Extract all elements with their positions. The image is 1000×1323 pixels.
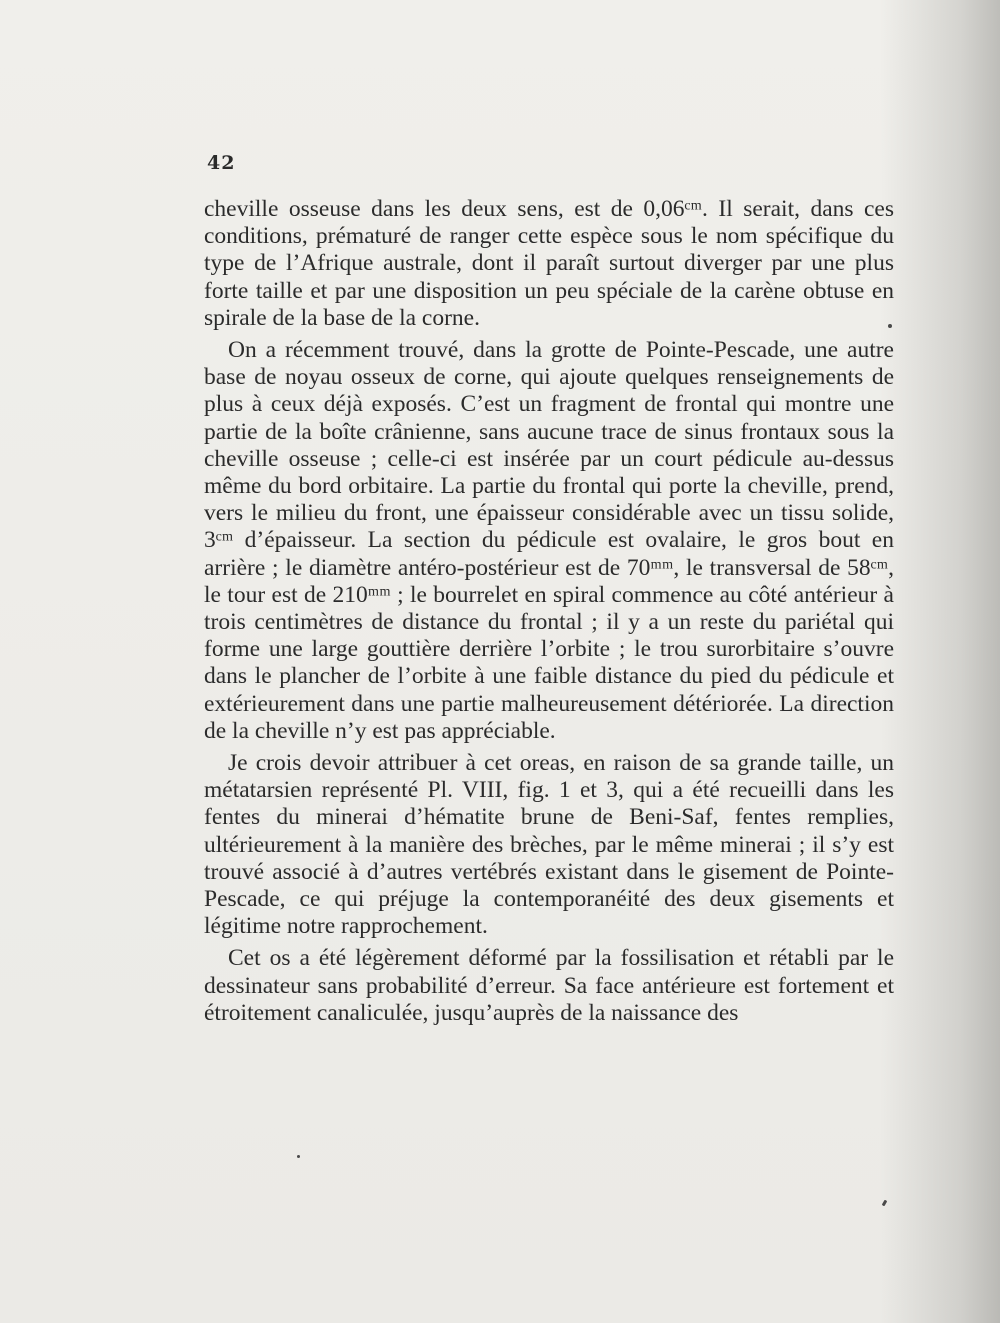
paragraph-1: cheville osseuse dans les deux sens, est de 0,06ᶜᵐ. Il serait, dans ces conditions, prématuré de ranger cette espèce sous le nom spécifique du type de l’Afrique australe, dont il paraît surtout diverger par une plus forte taille et par une disposition un peu spéciale de la carène obtuse en spirale de la base de la corne. [204,196,894,331]
paragraph-4: Cet os a été légèrement déformé par la fossilisation et rétabli par le dessinateur sans probabilité d’erreur. Sa face antérieure est fortement et étroitement canaliculée, jusqu’auprès de la naissance des [204,945,894,1026]
body-text [204,196,894,1027]
page-number: 42 [207,152,236,174]
paragraph-2: On a récemment trouvé, dans la grotte de Pointe-Pescade, une autre base de noyau osseux de corne, qui ajoute quelques renseignements de plus à ceux déjà exposés. C’est un fragment de frontal qui montre une partie de la boîte crânienne, sans aucune trace de sinus frontaux sous la cheville osseuse ; celle-ci est insérée par un court pédicule au-dessus même du bord orbitaire. La partie du frontal qui porte la cheville, prend, vers le milieu du front, une épaisseur considérable avec un tissu solide, 3ᶜᵐ d’épaisseur. La section du pédicule est ovalaire, le gros bout en arrière ; le diamètre antéro-postérieur est de 70ᵐᵐ, le transversal de 58ᶜᵐ, le tour est de 210ᵐᵐ ; le bourrelet en spiral commence au côté antérieur à trois centimètres de distance du frontal ; il y a un reste du pariétal qui forme une large gouttière derrière l’orbite ; le trou surorbitaire s’ouvre dans le plancher de l’orbite à une faible distance du pied du pédicule et extérieurement dans une partie malheureusement détériorée. La direction de la cheville n’y est pas appréciable. [204,337,894,744]
paragraph-3: Je crois devoir attribuer à cet oreas, en raison de sa grande taille, un métatarsien représenté Pl. VIII, fig. 1 et 3, qui a été recueilli dans les fentes du minerai d’hématite brune de Beni-Saf, fentes remplies, ultérieurement à la manière des brèches, par le même minerai ; il s’y est trouvé associé à d’autres vertébrés existant dans le gisement de Pointe-Pescade, ce qui préjuge la contemporanéité des deux gisements et légitime notre rapprochement. [204,750,894,940]
ink-speck [297,1155,300,1158]
ink-speck [888,324,892,328]
ink-speck [882,1200,888,1207]
